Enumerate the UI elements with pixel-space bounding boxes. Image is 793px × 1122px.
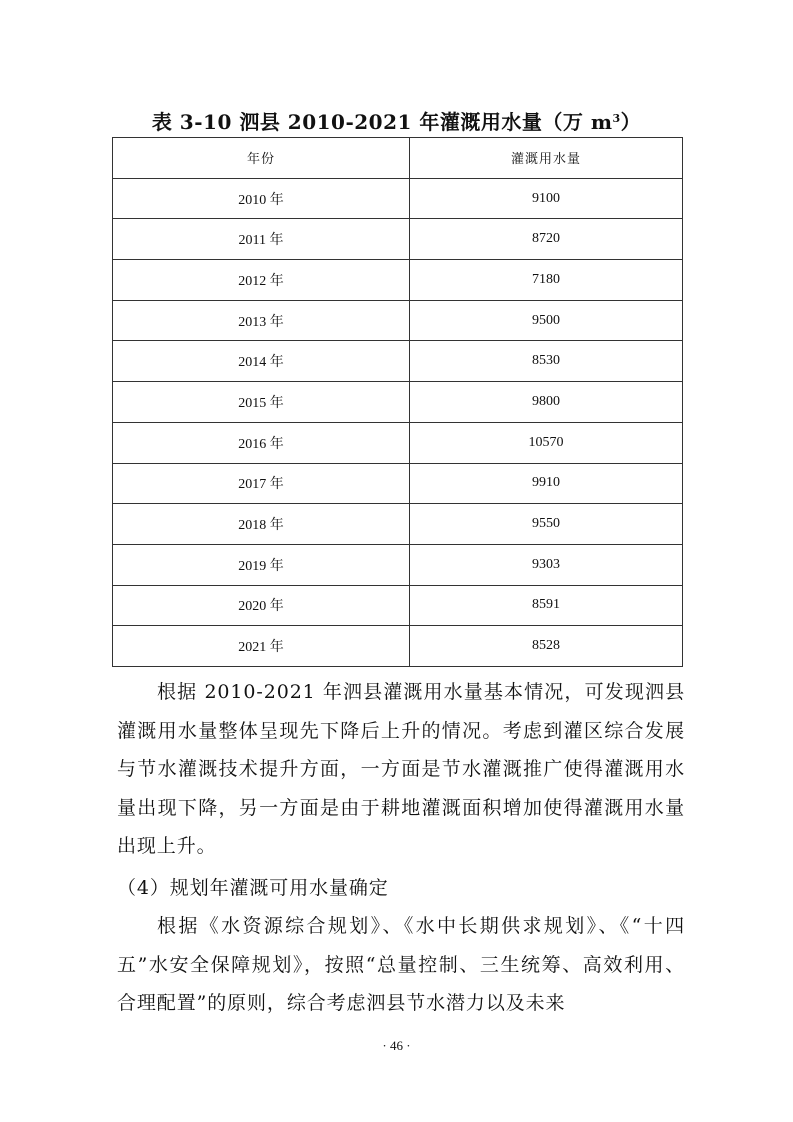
cell-year: 2021 年	[113, 626, 410, 667]
cell-year: 2012 年	[113, 260, 410, 301]
analysis-paragraph: 根据 2010-2021 年泗县灌溉用水量基本情况，可发现泗县灌溉用水量整体呈现先下降后上升的情况。考虑到灌区综合发展与节水灌溉技术提升方面，一方面是节水灌溉推广使得灌溉用水量出现下降，另一方面是由于耕地灌溉面积增加使得灌溉用水量出现上升。	[117, 681, 685, 857]
cell-water-volume: 9303	[410, 544, 683, 585]
cell-water-volume: 9800	[410, 382, 683, 423]
table-caption-superscript: 3	[612, 112, 621, 125]
cell-year: 2019 年	[113, 544, 410, 585]
cell-year: 2010 年	[113, 178, 410, 219]
cell-water-volume: 9500	[410, 300, 683, 341]
table-header-row	[113, 138, 683, 179]
cell-water-volume: 9550	[410, 504, 683, 545]
cell-water-volume: 8591	[410, 585, 683, 626]
table-row	[113, 422, 683, 463]
cell-water-volume: 8528	[410, 626, 683, 667]
basis-paragraph: 根据《水资源综合规划》、《水中长期供求规划》、《“十四五”水安全保障规划》，按照“总量控制、三生统筹、高效利用、合理配置”的原则，综合考虑泗县节水潜力以及未来	[117, 915, 685, 1014]
table-row	[113, 260, 683, 301]
cell-year: 2013 年	[113, 300, 410, 341]
table-row	[113, 382, 683, 423]
irrigation-water-table	[112, 137, 683, 667]
table-row	[113, 626, 683, 667]
cell-year: 2018 年	[113, 504, 410, 545]
cell-year: 2016 年	[113, 422, 410, 463]
cell-water-volume: 9910	[410, 463, 683, 504]
table-caption	[0, 104, 793, 137]
cell-water-volume: 8720	[410, 219, 683, 260]
table-row	[113, 178, 683, 219]
table-row	[113, 504, 683, 545]
table-row	[113, 300, 683, 341]
header-irrigation-water: 灌溉用水量	[410, 138, 683, 179]
section-heading: （4）规划年灌溉可用水量确定	[117, 877, 389, 899]
cell-water-volume: 9100	[410, 178, 683, 219]
header-year: 年份	[113, 138, 410, 179]
cell-water-volume: 10570	[410, 422, 683, 463]
table-row	[113, 219, 683, 260]
page-number: · 46 ·	[382, 1038, 411, 1053]
cell-year: 2015 年	[113, 382, 410, 423]
table-row	[113, 544, 683, 585]
cell-year: 2020 年	[113, 585, 410, 626]
table-caption-closing: ）	[620, 110, 642, 134]
table-caption-text: 表 3-10 泗县 2010-2021 年灌溉用水量（万 m	[151, 110, 613, 134]
table-row	[113, 585, 683, 626]
cell-year: 2014 年	[113, 341, 410, 382]
cell-water-volume: 7180	[410, 260, 683, 301]
table-row	[113, 341, 683, 382]
cell-year: 2017 年	[113, 463, 410, 504]
cell-water-volume: 8530	[410, 341, 683, 382]
table-row	[113, 463, 683, 504]
cell-year: 2011 年	[113, 219, 410, 260]
